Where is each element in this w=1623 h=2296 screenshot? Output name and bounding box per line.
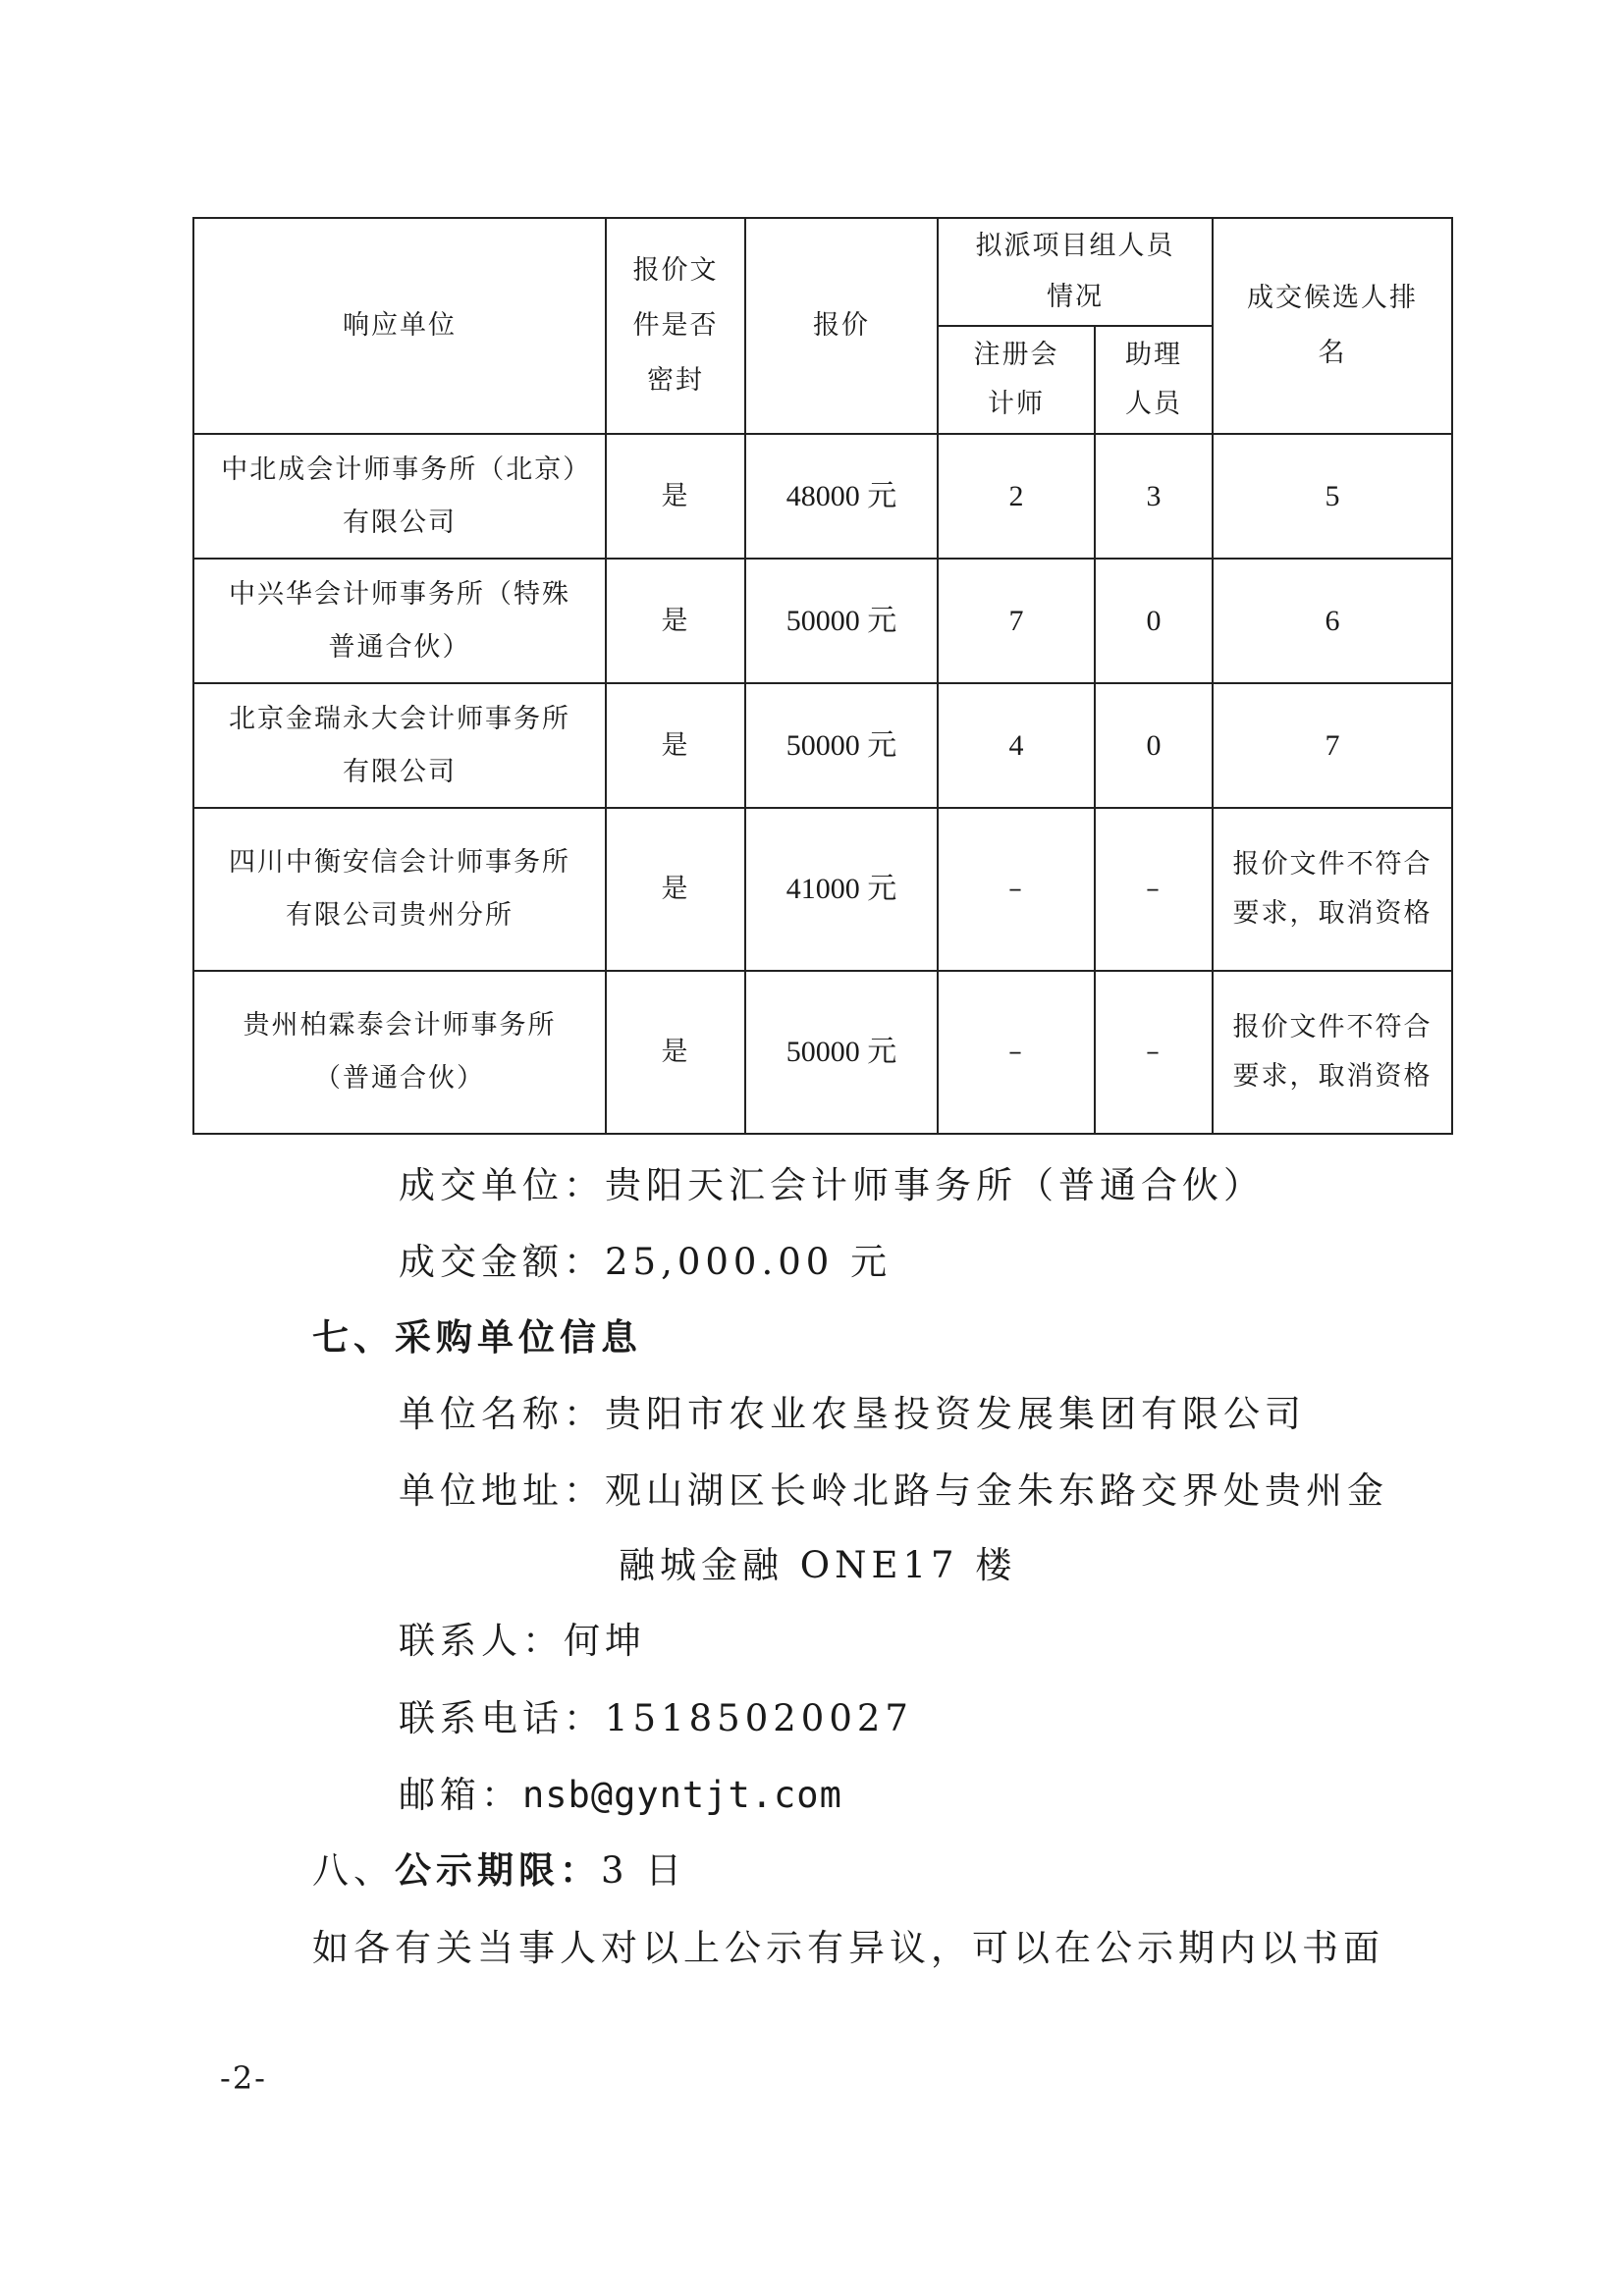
section-eight-prefix: 八、 (312, 1849, 395, 1892)
header-team: 拟派项目组人员情况 (938, 218, 1213, 326)
assistant-cell: – (1095, 808, 1213, 971)
section-heading-seven: 七、采购单位信息 (312, 1316, 642, 1359)
header-respondent: 响应单位 (193, 218, 606, 434)
sealed-cell: 是 (606, 683, 745, 808)
ranking-cell: 6 (1213, 559, 1452, 683)
table-row (193, 683, 1452, 808)
ranking-cell: 报价文件不符合要求，取消资格 (1213, 971, 1452, 1134)
section-eight-title: 公示期限： (395, 1849, 601, 1892)
ranking-cell: 报价文件不符合要求，取消资格 (1213, 808, 1452, 971)
table-row (193, 434, 1452, 559)
assistant-cell: – (1095, 971, 1213, 1134)
email-label: 邮箱： (399, 1774, 522, 1816)
sealed-cell: 是 (606, 434, 745, 559)
respondent-name: 四川中衡安信会计师事务所有限公司贵州分所 (193, 808, 606, 971)
page-number: -2- (220, 2059, 267, 2097)
respondent-name: 贵州柏霖泰会计师事务所（普通合伙） (193, 971, 606, 1134)
price-cell: 50000 元 (745, 559, 938, 683)
price-cell: 50000 元 (745, 971, 938, 1134)
sealed-cell: 是 (606, 559, 745, 683)
winning-amount: 成交金额：25,000.00 元 (399, 1241, 893, 1283)
price-cell: 41000 元 (745, 808, 938, 971)
header-assistant: 助理人员 (1095, 326, 1213, 434)
respondent-name: 北京金瑞永大会计师事务所有限公司 (193, 683, 606, 808)
header-sealed: 报价文件是否密封 (606, 218, 745, 434)
cpa-cell: 4 (938, 683, 1095, 808)
purchaser-name: 单位名称：贵阳市农业农垦投资发展集团有限公司 (399, 1393, 1306, 1435)
winning-bidder: 成交单位：贵阳天汇会计师事务所（普通合伙） (399, 1164, 1265, 1206)
header-cpa: 注册会计师 (938, 326, 1095, 434)
price-cell: 50000 元 (745, 683, 938, 808)
respondent-name: 中北成会计师事务所（北京）有限公司 (193, 434, 606, 559)
section-eight-value: 3 日 (601, 1849, 687, 1892)
contact-person: 联系人：何坤 (399, 1620, 646, 1662)
sealed-cell: 是 (606, 971, 745, 1134)
purchaser-address: 单位地址：观山湖区长岭北路与金朱东路交界处贵州金 (399, 1469, 1388, 1512)
contact-phone: 联系电话：15185020027 (399, 1697, 913, 1739)
table-row (193, 808, 1452, 971)
ranking-cell: 5 (1213, 434, 1452, 559)
table-row (193, 971, 1452, 1134)
ranking-cell: 7 (1213, 683, 1452, 808)
cpa-cell: 2 (938, 434, 1095, 559)
email-value: nsb@gyntjt.com (522, 1774, 842, 1816)
cpa-cell: – (938, 808, 1095, 971)
purchaser-address-cont: 融城金融 ONE17 楼 (619, 1544, 1017, 1586)
header-price: 报价 (745, 218, 938, 434)
quotation-table (192, 217, 1453, 1135)
table-row (193, 559, 1452, 683)
assistant-cell: 0 (1095, 683, 1213, 808)
sealed-cell: 是 (606, 808, 745, 971)
cpa-cell: 7 (938, 559, 1095, 683)
section-heading-eight (312, 1847, 686, 1895)
cpa-cell: – (938, 971, 1095, 1134)
objection-paragraph: 如各有关当事人对以上公示有异议，可以在公示期内以书面 (312, 1927, 1384, 1969)
respondent-name: 中兴华会计师事务所（特殊普通合伙） (193, 559, 606, 683)
contact-email (399, 1772, 842, 1819)
assistant-cell: 0 (1095, 559, 1213, 683)
assistant-cell: 3 (1095, 434, 1213, 559)
price-cell: 48000 元 (745, 434, 938, 559)
header-ranking: 成交候选人排名 (1213, 218, 1452, 434)
